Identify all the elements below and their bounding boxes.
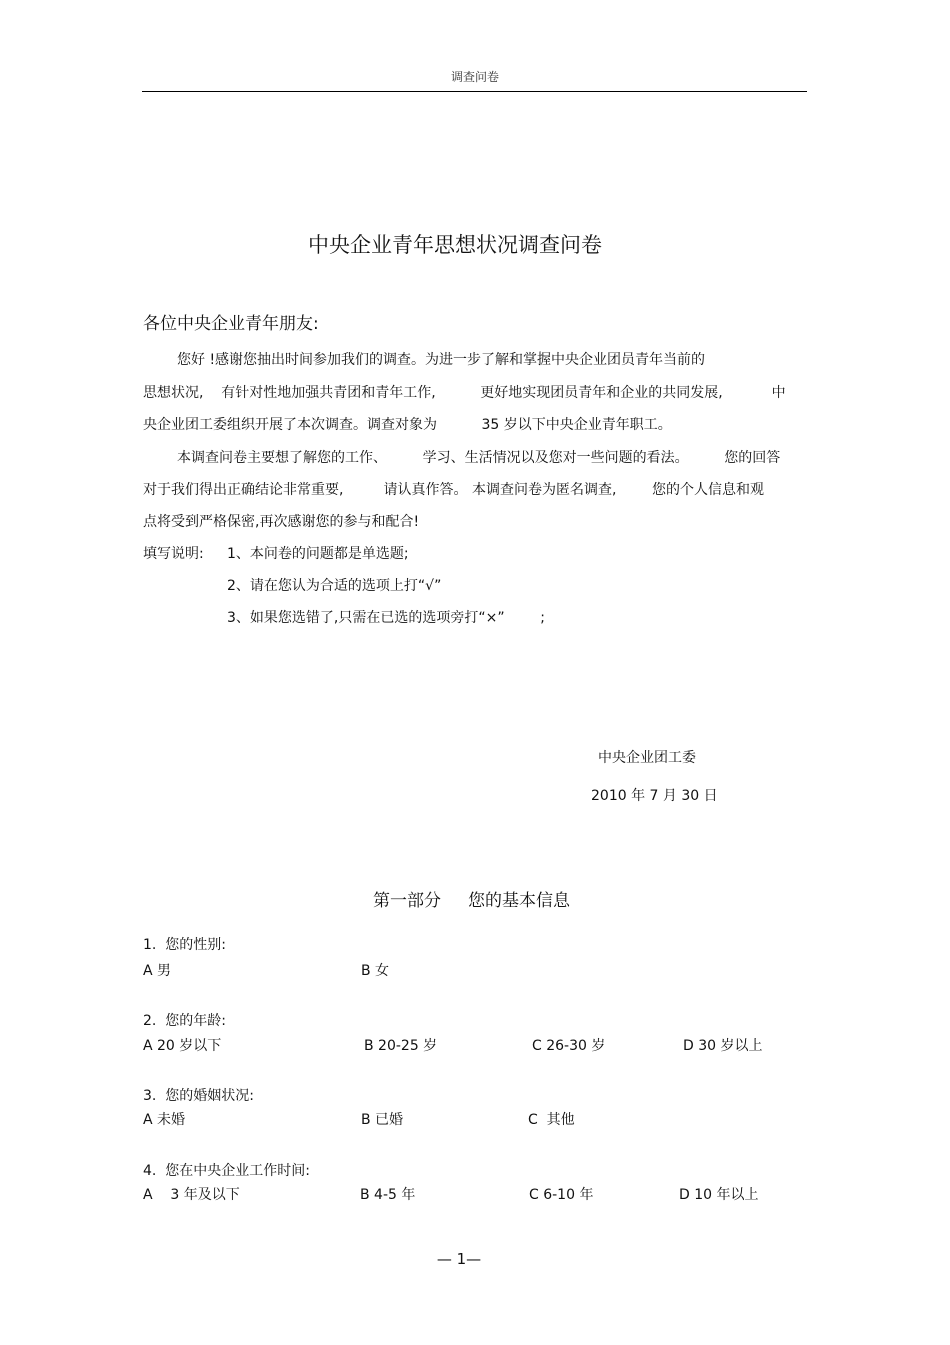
option-b[interactable]: B 4-5 年 — [360, 1187, 416, 1203]
option-d[interactable]: D 10 年以上 — [679, 1187, 759, 1203]
question-text: 2. 您的年龄: — [143, 1013, 226, 1029]
intro-line: 本调查问卷主要想了解您的工作、 学习、生活情况以及您对一些问题的看法。 您的回答 — [177, 450, 781, 466]
option-a[interactable]: A 男 — [143, 963, 172, 979]
instruction-item: 3、如果您选错了,只需在已选的选项旁打“×” ; — [227, 610, 545, 626]
instructions-label: 填写说明: — [143, 546, 204, 562]
option-b[interactable]: B 20-25 岁 — [364, 1038, 438, 1054]
instruction-item: 1、本问卷的问题都是单选题; — [227, 546, 409, 562]
option-a[interactable]: A 20 岁以下 — [143, 1038, 222, 1054]
intro-line: 点将受到严格保密,再次感谢您的参与和配合! — [143, 514, 420, 530]
option-c[interactable]: C 6-10 年 — [529, 1187, 594, 1203]
question-text: 4. 您在中央企业工作时间: — [143, 1163, 310, 1179]
question-text: 1. 您的性别: — [143, 937, 226, 953]
document-title: 中央企业青年思想状况调查问卷 — [308, 233, 602, 257]
signature-date: 2010 年 7 月 30 日 — [591, 788, 718, 804]
option-c[interactable]: C 26-30 岁 — [532, 1038, 606, 1054]
header-text: 调查问卷 — [450, 70, 499, 84]
option-b[interactable]: B 女 — [361, 963, 390, 979]
option-b[interactable]: B 已婚 — [361, 1112, 404, 1128]
intro-line: 央企业团工委组织开展了本次调查。调查对象为 35 岁以下中央企业青年职工。 — [143, 417, 672, 433]
option-c[interactable]: C 其他 — [528, 1112, 575, 1128]
section-title: 第一部分 您的基本信息 — [372, 891, 571, 911]
option-a[interactable]: A 未婚 — [143, 1112, 186, 1128]
question-text: 3. 您的婚姻状况: — [143, 1088, 254, 1104]
intro-line: 您好 !感谢您抽出时间参加我们的调查。为进一步了解和掌握中央企业团员青年当前的 — [177, 352, 706, 368]
instruction-item: 2、请在您认为合适的选项上打“√” — [227, 578, 442, 594]
option-d[interactable]: D 30 岁以上 — [683, 1038, 763, 1054]
header-rule — [142, 91, 807, 92]
page-number: — 1— — [436, 1250, 482, 1268]
salutation: 各位中央企业青年朋友: — [143, 314, 319, 334]
signature-org: 中央企业团工委 — [598, 750, 696, 766]
intro-line: 对于我们得出正确结论非常重要, 请认真作答。 本调查问卷为匿名调查, 您的个人信息和观 — [143, 482, 765, 498]
intro-line: 思想状况, 有针对性地加强共青团和青年工作, 更好地实现团员青年和企业的共同发展, 中 — [143, 385, 786, 401]
option-a[interactable]: A 3 年及以下 — [143, 1187, 240, 1203]
